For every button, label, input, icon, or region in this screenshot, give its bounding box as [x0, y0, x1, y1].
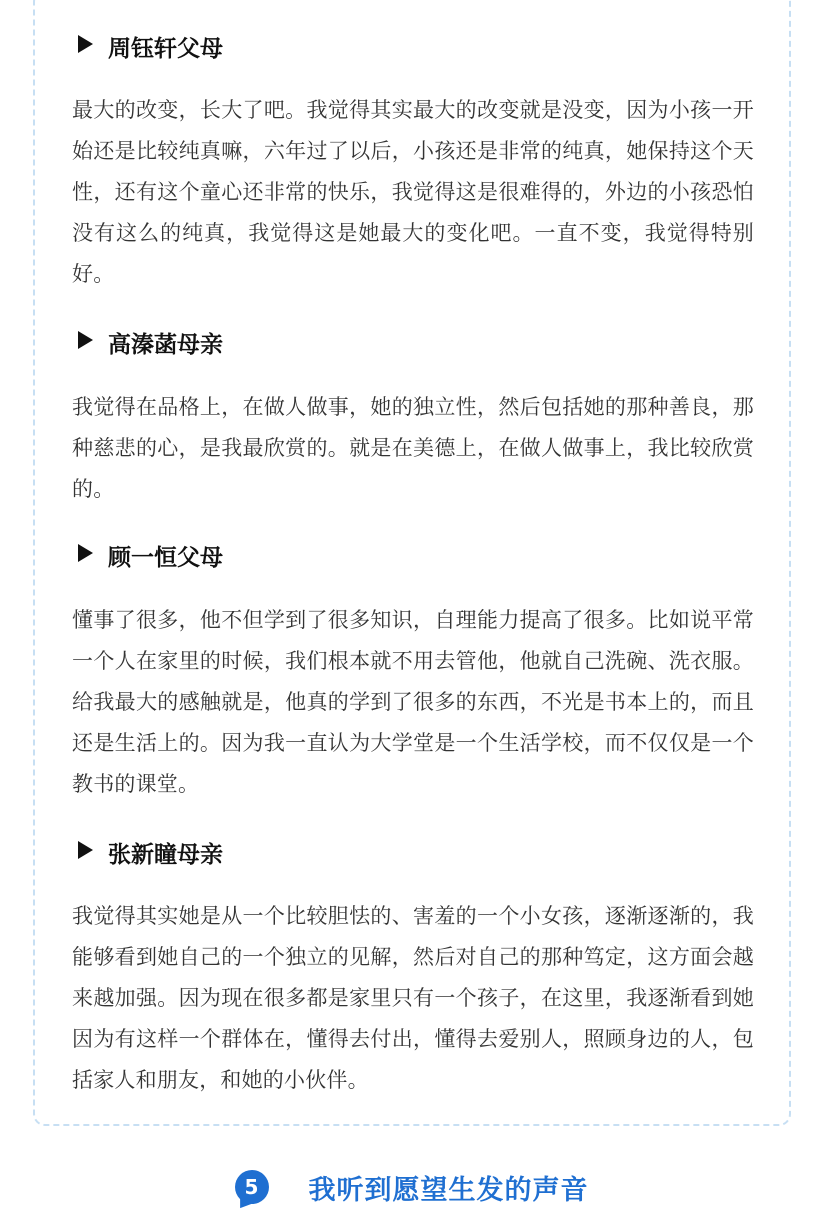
triangle-right-icon	[78, 841, 93, 859]
next-section-title-text: 我听到愿望生发的声音	[308, 1175, 589, 1206]
section-paragraph: 我觉得在品格上，在做人做事，她的独立性，然后包括她的那种善良，那种慈悲的心，是我最欣赏的。就是在美德上，在做人做事上，我比较欣赏的。	[72, 395, 754, 501]
triangle-right-icon	[78, 544, 93, 562]
section-paragraph: 我觉得其实她是从一个比较胆怯的、害羞的一个小女孩，逐渐逐渐的，我能够看到她自己的一个独立的见解，然后对自己的那种笃定，这方面会越来越加强。因为现在很多都是家里只有一个孩子，在这里，我逐渐看到她因为有这样一个群体在，懂得去付出，懂得去爱别人，照顾身边的人，包括家人和朋友，和她的小伙伴。	[72, 904, 754, 1092]
speech-bubble-number-icon	[235, 1170, 271, 1206]
section-heading	[78, 539, 223, 572]
section-heading-text: 高溱菡母亲	[108, 332, 223, 358]
section-heading	[78, 836, 223, 869]
triangle-right-icon	[78, 331, 93, 349]
section-paragraph: 懂事了很多，他不但学到了很多知识，自理能力提高了很多。比如说平常一个人在家里的时候，我们根本就不用去管他，他就自己洗碗、洗衣服。给我最大的感触就是，他真的学到了很多的东西，不光是书本上的，而且还是生活上的。因为我一直认为大学堂是一个生活学校，而不仅仅是一个教书的课堂。	[72, 608, 754, 796]
section-heading-text: 周钰轩父母	[108, 36, 223, 62]
section-paragraph: 最大的改变，长大了吧。我觉得其实最大的改变就是没变，因为小孩一开始还是比较纯真嘛，六年过了以后，小孩还是非常的纯真，她保持这个天性，还有这个童心还非常的快乐，我觉得这是很难得的，外边的小孩恐怕没有这么的纯真，我觉得这是她最大的变化吧。一直不变，我觉得特别好。	[72, 98, 754, 286]
section-heading-text: 顾一恒父母	[108, 545, 223, 571]
next-section-title	[0, 1168, 823, 1207]
section-heading-text: 张新瞳母亲	[108, 842, 223, 868]
section-number: 5	[235, 1170, 269, 1204]
triangle-right-icon	[78, 35, 93, 53]
section-heading	[78, 30, 223, 63]
section-heading	[78, 326, 223, 359]
